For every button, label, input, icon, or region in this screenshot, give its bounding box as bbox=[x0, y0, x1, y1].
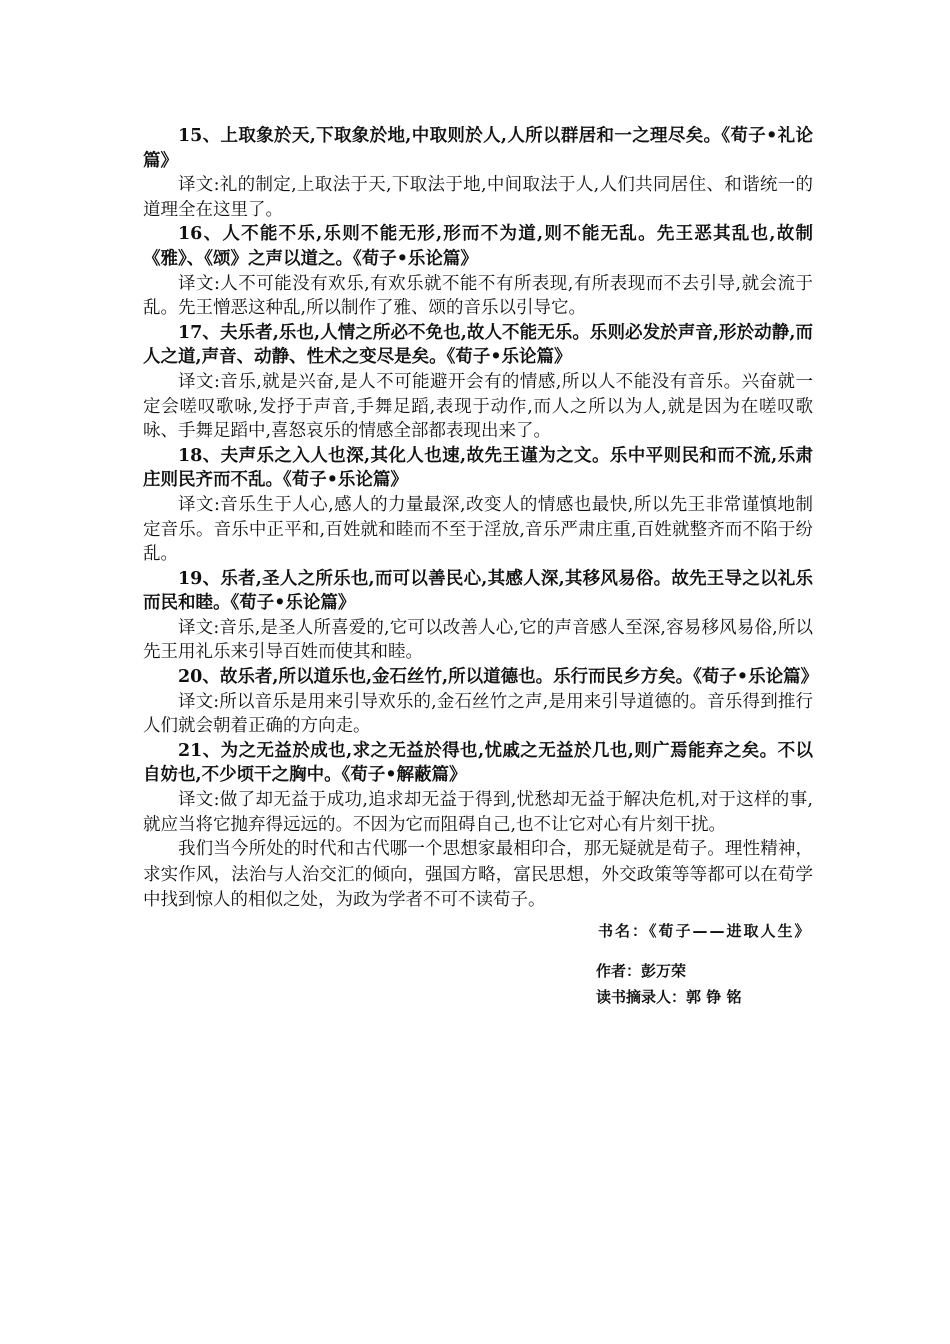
quote-text: 20、故乐者,所以道乐也,金石丝竹,所以道德也。乐行而民乡方矣。《荀子•乐论篇》 bbox=[178, 667, 819, 688]
entry-18 bbox=[143, 444, 813, 567]
author-line: 作者：彭万荣 bbox=[596, 961, 687, 980]
translation-text: 译文:所以音乐是用来引导欢乐的,金石丝竹之声,是用来引导道德的。音乐得到推行人们就会朝着正确的方向走。 bbox=[143, 691, 813, 737]
quote-text: 18、夫声乐之入人也深,其化人也速,故先王谨为之文。乐中平则民和而不流,乐肃庄则民齐而不乱。《荀子•乐论篇》 bbox=[143, 445, 813, 491]
entry-list bbox=[143, 124, 819, 837]
translation-text: 译文:做了却无益于成功,追求却无益于得到,忧愁却无益于解决危机,对于这样的事,就应当将它抛弃得远远的。不因为它而阻碍自己,也不让它对心有片刻干扰。 bbox=[143, 790, 813, 835]
recorder-line: 读书摘录人：郭 铮 铭 bbox=[596, 987, 742, 1006]
quote-text: 19、乐者,圣人之所乐也,而可以善民心,其感人深,其移风易俗。故先王导之以礼乐而民和睦。《荀子•乐论篇》 bbox=[143, 568, 813, 614]
entry-16 bbox=[143, 222, 813, 320]
quote-text: 21、为之无益於成也,求之无益於得也,忧戚之无益於几也,则广焉能弃之矣。不以自妨也,不少顷干之胸中。《荀子•解蔽篇》 bbox=[143, 740, 813, 786]
quote-text: 17、夫乐者,乐也,人情之所必不免也,故人不能无乐。乐则必发於声音,形於动静,而人之道,声音、动静、性术之变尽是矣。《荀子•乐论篇》 bbox=[143, 322, 813, 368]
quote-text: 15、上取象於天,下取象於地,中取则於人,人所以群居和一之理尽矣。《荀子•礼论篇》 bbox=[143, 126, 813, 171]
closing-paragraph: 我们当今所处的时代和古代哪一个思想家最相印合，那无疑就是荀子。理性精神，求实作风，法治与人治交汇的倾向，强国方略，富民思想，外交政策等等都可以在荀学中找到惊人的相似之处，为政为学者不可不读荀子。 bbox=[143, 839, 813, 911]
quote-text: 16、人不能不乐,乐则不能无形,形而不为道,则不能无乱。先王恶其乱也,故制《雅》、《颂》之声以道之。《荀子•乐论篇》 bbox=[143, 224, 813, 269]
credits-block bbox=[143, 918, 813, 1010]
translation-text: 译文:音乐,就是兴奋,是人不可能避开会有的情感,所以人不能没有音乐。兴奋就一定会嗟叹歌咏,发抒于声音,手舞足蹈,表现于动作,而人之所以为人,就是因为在嗟叹歌咏、手舞足蹈中,喜怒哀乐的情感全部都表现出来了。 bbox=[143, 371, 813, 442]
entry-17 bbox=[143, 321, 813, 444]
translation-text: 译文:礼的制定,上取法于天,下取法于地,中间取法于人,人们共同居住、和谐统一的道理全在这里了。 bbox=[143, 175, 813, 220]
entry-21 bbox=[143, 739, 813, 837]
document-page bbox=[143, 124, 819, 1010]
translation-text: 译文:人不可能没有欢乐,有欢乐就不能不有所表现,有所表现而不去引导,就会流于乱。先王憎恶这种乱,所以制作了雅、颂的音乐以引导它。 bbox=[143, 273, 813, 319]
entry-20 bbox=[143, 665, 819, 739]
translation-text: 译文:音乐生于人心,感人的力量最深,改变人的情感也最快,所以先王非常谨慎地制定音乐。音乐中正平和,百姓就和睦而不至于淫放,音乐严肃庄重,百姓就整齐而不陷于纷乱。 bbox=[143, 494, 813, 565]
book-title: 书名：《荀子——进取人生》 bbox=[598, 921, 812, 940]
entry-15 bbox=[143, 124, 813, 222]
translation-text: 译文:音乐,是圣人所喜爱的,它可以改善人心,它的声音感人至深,容易移风易俗,所以先王用礼乐来引导百姓而使其和睦。 bbox=[143, 617, 813, 663]
entry-19 bbox=[143, 567, 813, 665]
